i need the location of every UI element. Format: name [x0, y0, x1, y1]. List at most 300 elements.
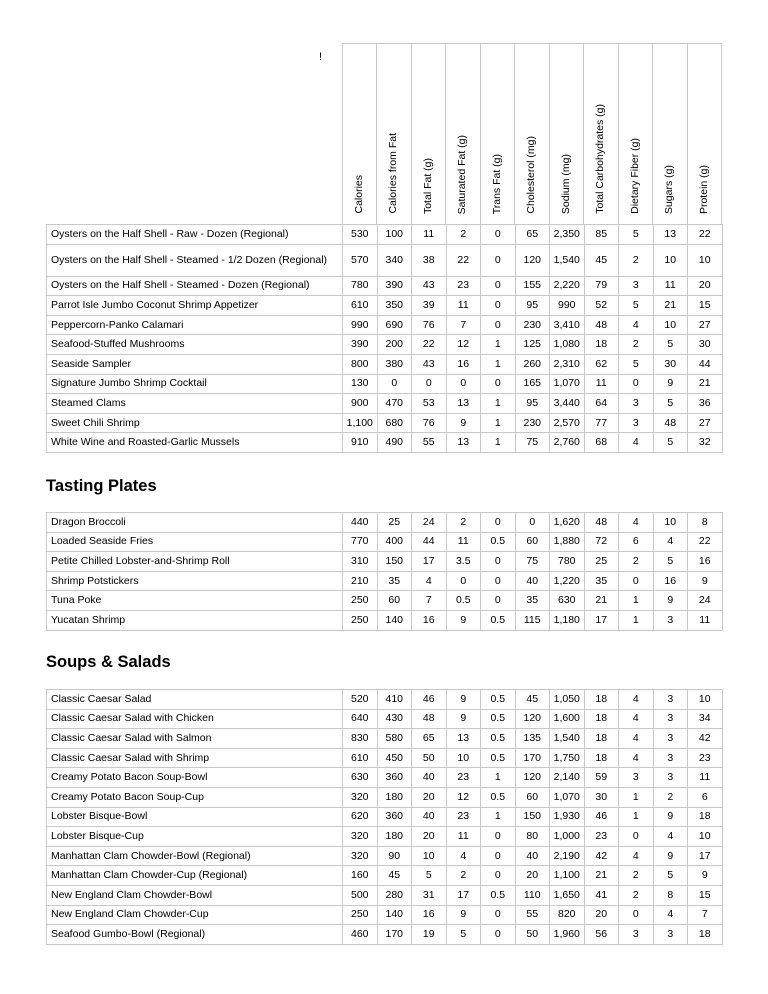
column-header-cell	[515, 44, 550, 225]
nutrition-value-cell: 5	[446, 925, 481, 945]
nutrition-value-cell: 68	[584, 433, 619, 453]
nutrition-value-cell: 620	[343, 807, 378, 827]
nutrition-value-cell: 41	[584, 885, 619, 905]
nutrition-value-cell: 10	[653, 513, 688, 533]
nutrition-value-cell: 830	[343, 729, 378, 749]
nutrition-value-cell: 23	[446, 276, 481, 296]
nutrition-value-cell: 7	[446, 315, 481, 335]
item-name-cell: Peppercorn-Panko Calamari	[47, 315, 343, 335]
item-name-cell: White Wine and Roasted-Garlic Mussels	[47, 433, 343, 453]
nutrition-value-cell: 75	[515, 433, 550, 453]
nutrition-value-cell: 9	[653, 591, 688, 611]
column-header-cell	[446, 44, 481, 225]
nutrition-value-cell: 3	[653, 925, 688, 945]
nutrition-value-cell: 820	[550, 905, 585, 925]
table-row	[47, 610, 723, 630]
table-row	[47, 768, 723, 788]
nutrition-value-cell: 10	[446, 748, 481, 768]
nutrition-value-cell: 27	[688, 413, 723, 433]
nutrition-value-cell: 40	[515, 846, 550, 866]
nutrition-value-cell: 10	[412, 846, 447, 866]
nutrition-value-cell: 35	[584, 571, 619, 591]
nutrition-value-cell: 170	[377, 925, 412, 945]
item-name-cell: Oysters on the Half Shell - Raw - Dozen (Regional)	[47, 225, 343, 245]
table-row	[47, 807, 723, 827]
nutrition-value-cell: 3,440	[550, 394, 585, 414]
nutrition-value-cell: 39	[412, 296, 447, 316]
header-row	[46, 44, 722, 225]
nutrition-value-cell: 0	[619, 905, 654, 925]
nutrition-value-cell: 60	[377, 591, 412, 611]
nutrition-value-cell: 11	[653, 276, 688, 296]
section-title-tasting-plates: Tasting Plates	[46, 477, 157, 495]
nutrition-value-cell: 2	[446, 513, 481, 533]
nutrition-value-cell: 35	[377, 571, 412, 591]
nutrition-value-cell: 1	[481, 335, 516, 355]
item-name-cell: Tuna Poke	[47, 591, 343, 611]
nutrition-value-cell: 30	[584, 787, 619, 807]
nutrition-value-cell: 120	[515, 709, 550, 729]
nutrition-value-cell: 21	[584, 866, 619, 886]
item-name-cell: Petite Chilled Lobster-and-Shrimp Roll	[47, 552, 343, 572]
nutrition-value-cell: 350	[377, 296, 412, 316]
item-name-cell: Oysters on the Half Shell - Steamed - 1/2 Dozen (Regional)	[47, 244, 343, 276]
table-row	[47, 827, 723, 847]
nutrition-value-cell: 9	[688, 866, 723, 886]
nutrition-value-cell: 260	[515, 354, 550, 374]
nutrition-value-cell: 630	[343, 768, 378, 788]
item-name-cell: Classic Caesar Salad	[47, 690, 343, 710]
nutrition-value-cell: 170	[515, 748, 550, 768]
nutrition-value-cell: 20	[688, 276, 723, 296]
item-name-cell: Creamy Potato Bacon Soup-Bowl	[47, 768, 343, 788]
nutrition-value-cell: 1,650	[550, 885, 585, 905]
nutrition-value-cell: 990	[550, 296, 585, 316]
column-header-cell	[653, 44, 688, 225]
nutrition-value-cell: 440	[343, 513, 378, 533]
nutrition-value-cell: 48	[412, 709, 447, 729]
nutrition-value-cell: 0	[481, 827, 516, 847]
nutrition-value-cell: 52	[584, 296, 619, 316]
item-name-cell: Shrimp Potstickers	[47, 571, 343, 591]
nutrition-value-cell: 1	[619, 610, 654, 630]
nutrition-value-cell: 11	[446, 532, 481, 552]
header-blank-cell	[46, 44, 342, 225]
nutrition-value-cell: 23	[584, 827, 619, 847]
nutrition-value-cell: 1	[619, 807, 654, 827]
nutrition-value-cell: 10	[688, 244, 723, 276]
table-row	[47, 571, 723, 591]
nutrition-value-cell: 9	[653, 374, 688, 394]
nutrition-value-cell: 18	[584, 729, 619, 749]
nutrition-value-cell: 390	[377, 276, 412, 296]
nutrition-value-cell: 95	[515, 394, 550, 414]
nutrition-value-cell: 135	[515, 729, 550, 749]
nutrition-value-cell: 4	[619, 709, 654, 729]
nutrition-value-cell: 4	[412, 571, 447, 591]
nutrition-value-cell: 1,220	[550, 571, 585, 591]
nutrition-value-cell: 48	[653, 413, 688, 433]
table-row	[47, 413, 723, 433]
nutrition-value-cell: 2	[619, 335, 654, 355]
nutrition-value-cell: 3	[653, 748, 688, 768]
column-header: Cholesterol (mg)	[525, 136, 538, 214]
nutrition-value-cell: 5	[653, 394, 688, 414]
nutrition-value-cell: 76	[412, 413, 447, 433]
nutrition-value-cell: 4	[619, 433, 654, 453]
nutrition-value-cell: 50	[412, 748, 447, 768]
nutrition-value-cell: 17	[412, 552, 447, 572]
column-header: Calories from Fat	[387, 133, 400, 214]
nutrition-value-cell: 1	[481, 807, 516, 827]
nutrition-value-cell: 40	[412, 768, 447, 788]
nutrition-value-cell: 5	[653, 866, 688, 886]
nutrition-value-cell: 780	[343, 276, 378, 296]
nutrition-value-cell: 390	[343, 335, 378, 355]
nutrition-value-cell: 0	[412, 374, 447, 394]
nutrition-value-cell: 0	[481, 571, 516, 591]
nutrition-value-cell: 27	[688, 315, 723, 335]
nutrition-value-cell: 44	[412, 532, 447, 552]
nutrition-value-cell: 0	[481, 225, 516, 245]
nutrition-value-cell: 55	[412, 433, 447, 453]
nutrition-value-cell: 6	[619, 532, 654, 552]
nutrition-value-cell: 53	[412, 394, 447, 414]
nutrition-value-cell: 250	[343, 610, 378, 630]
nutrition-value-cell: 0	[377, 374, 412, 394]
nutrition-value-cell: 100	[377, 225, 412, 245]
nutrition-value-cell: 48	[584, 315, 619, 335]
section-table	[46, 224, 723, 453]
nutrition-value-cell: 10	[653, 315, 688, 335]
nutrition-value-cell: 1,540	[550, 729, 585, 749]
nutrition-value-cell: 79	[584, 276, 619, 296]
nutrition-value-cell: 72	[584, 532, 619, 552]
table-row	[47, 885, 723, 905]
nutrition-value-cell: 430	[377, 709, 412, 729]
table-row	[47, 846, 723, 866]
nutrition-value-cell: 1,000	[550, 827, 585, 847]
table-row	[47, 532, 723, 552]
nutrition-value-cell: 0	[481, 552, 516, 572]
nutrition-value-cell: 0	[481, 905, 516, 925]
nutrition-value-cell: 18	[688, 807, 723, 827]
section-title-soups-salads: Soups & Salads	[46, 653, 171, 671]
nutrition-value-cell: 95	[515, 296, 550, 316]
nutrition-value-cell: 630	[550, 591, 585, 611]
nutrition-value-cell: 11	[446, 296, 481, 316]
item-name-cell: Steamed Clams	[47, 394, 343, 414]
nutrition-value-cell: 570	[343, 244, 378, 276]
nutrition-value-cell: 44	[688, 354, 723, 374]
nutrition-value-cell: 530	[343, 225, 378, 245]
table-row	[47, 925, 723, 945]
nutrition-value-cell: 165	[515, 374, 550, 394]
nutrition-value-cell: 56	[584, 925, 619, 945]
table-row	[47, 729, 723, 749]
column-header-cell	[342, 44, 377, 225]
nutrition-value-cell: 18	[584, 690, 619, 710]
nutrition-value-cell: 77	[584, 413, 619, 433]
table-row	[47, 394, 723, 414]
nutrition-value-cell: 990	[343, 315, 378, 335]
nutrition-value-cell: 360	[377, 768, 412, 788]
nutrition-value-cell: 24	[688, 591, 723, 611]
nutrition-value-cell: 115	[515, 610, 550, 630]
nutrition-value-cell: 160	[343, 866, 378, 886]
item-name-cell: New England Clam Chowder-Cup	[47, 905, 343, 925]
nutrition-value-cell: 900	[343, 394, 378, 414]
nutrition-value-cell: 11	[412, 225, 447, 245]
nutrition-value-cell: 11	[688, 768, 723, 788]
nutrition-value-cell: 0	[481, 513, 516, 533]
column-header-cell	[687, 44, 722, 225]
nutrition-value-cell: 0	[446, 374, 481, 394]
nutrition-value-cell: 2,350	[550, 225, 585, 245]
nutrition-value-cell: 4	[619, 729, 654, 749]
nutrition-value-cell: 2	[446, 225, 481, 245]
nutrition-value-cell: 8	[688, 513, 723, 533]
nutrition-value-cell: 230	[515, 315, 550, 335]
nutrition-value-cell: 0.5	[481, 610, 516, 630]
section-rows	[47, 225, 723, 453]
nutrition-value-cell: 9	[446, 610, 481, 630]
nutrition-value-cell: 24	[412, 513, 447, 533]
table-row	[47, 374, 723, 394]
table-row	[47, 335, 723, 355]
item-name-cell: Loaded Seaside Fries	[47, 532, 343, 552]
nutrition-value-cell: 45	[377, 866, 412, 886]
nutrition-value-cell: 0	[619, 827, 654, 847]
table-row	[47, 709, 723, 729]
nutrition-value-cell: 4	[619, 690, 654, 710]
nutrition-value-cell: 8	[653, 885, 688, 905]
nutrition-value-cell: 55	[515, 905, 550, 925]
nutrition-value-cell: 13	[446, 729, 481, 749]
nutrition-value-cell: 520	[343, 690, 378, 710]
nutrition-value-cell: 125	[515, 335, 550, 355]
item-name-cell: Seafood-Stuffed Mushrooms	[47, 335, 343, 355]
column-header: Protein (g)	[697, 164, 710, 214]
item-name-cell: Seaside Sampler	[47, 354, 343, 374]
nutrition-value-cell: 30	[688, 335, 723, 355]
nutrition-value-cell: 680	[377, 413, 412, 433]
nutrition-value-cell: 200	[377, 335, 412, 355]
nutrition-value-cell: 310	[343, 552, 378, 572]
nutrition-value-cell: 0	[481, 866, 516, 886]
nutrition-value-cell: 20	[412, 827, 447, 847]
nutrition-value-cell: 2,570	[550, 413, 585, 433]
nutrition-value-cell: 610	[343, 748, 378, 768]
nutrition-value-cell: 1	[481, 354, 516, 374]
nutrition-value-cell: 690	[377, 315, 412, 335]
column-header-cell	[411, 44, 446, 225]
nutrition-value-cell: 50	[515, 925, 550, 945]
nutrition-value-cell: 3	[619, 925, 654, 945]
nutrition-value-cell: 45	[584, 244, 619, 276]
section-rows	[47, 690, 723, 945]
nutrition-value-cell: 230	[515, 413, 550, 433]
nutrition-value-cell: 250	[343, 905, 378, 925]
nutrition-value-cell: 400	[377, 532, 412, 552]
nutrition-value-cell: 0	[481, 925, 516, 945]
nutrition-value-cell: 5	[619, 225, 654, 245]
nutrition-value-cell: 7	[688, 905, 723, 925]
nutrition-value-cell: 3	[619, 768, 654, 788]
nutrition-value-cell: 60	[515, 532, 550, 552]
nutrition-value-cell: 15	[688, 296, 723, 316]
nutrition-value-cell: 22	[688, 225, 723, 245]
nutrition-value-cell: 13	[446, 433, 481, 453]
section-rows	[47, 513, 723, 631]
nutrition-value-cell: 48	[584, 513, 619, 533]
nutrition-value-cell: 42	[688, 729, 723, 749]
nutrition-value-cell: 85	[584, 225, 619, 245]
nutrition-value-cell: 60	[515, 787, 550, 807]
item-name-cell: Dragon Broccoli	[47, 513, 343, 533]
column-header: Sodium (mg)	[559, 153, 572, 214]
nutrition-value-cell: 45	[515, 690, 550, 710]
nutrition-value-cell: 1,620	[550, 513, 585, 533]
nutrition-value-cell: 155	[515, 276, 550, 296]
nutrition-value-cell: 410	[377, 690, 412, 710]
nutrition-value-cell: 1,050	[550, 690, 585, 710]
nutrition-value-cell: 4	[653, 905, 688, 925]
nutrition-value-cell: 4	[619, 846, 654, 866]
nutrition-value-cell: 21	[584, 591, 619, 611]
nutrition-value-cell: 0	[446, 571, 481, 591]
nutrition-value-cell: 580	[377, 729, 412, 749]
nutrition-value-cell: 20	[515, 866, 550, 886]
nutrition-value-cell: 17	[446, 885, 481, 905]
nutrition-value-cell: 2	[619, 244, 654, 276]
nutrition-value-cell: 7	[412, 591, 447, 611]
item-name-cell: Lobster Bisque-Cup	[47, 827, 343, 847]
nutrition-value-cell: 2	[619, 885, 654, 905]
nutrition-value-cell: 910	[343, 433, 378, 453]
nutrition-value-cell: 59	[584, 768, 619, 788]
item-name-cell: Yucatan Shrimp	[47, 610, 343, 630]
nutrition-value-cell: 1,080	[550, 335, 585, 355]
nutrition-value-cell: 64	[584, 394, 619, 414]
nutrition-value-cell: 43	[412, 276, 447, 296]
nutrition-value-cell: 25	[584, 552, 619, 572]
nutrition-value-cell: 10	[653, 244, 688, 276]
nutrition-value-cell: 1,100	[550, 866, 585, 886]
table-row	[47, 866, 723, 886]
nutrition-value-cell: 2	[653, 787, 688, 807]
nutrition-value-cell: 3	[619, 413, 654, 433]
item-name-cell: Classic Caesar Salad with Salmon	[47, 729, 343, 749]
column-header-cell	[618, 44, 653, 225]
column-header-cell	[549, 44, 584, 225]
nutrition-value-cell: 320	[343, 846, 378, 866]
nutrition-value-cell: 21	[653, 296, 688, 316]
item-name-cell: Classic Caesar Salad with Chicken	[47, 709, 343, 729]
nutrition-value-cell: 0.5	[481, 885, 516, 905]
nutrition-value-cell: 2,760	[550, 433, 585, 453]
nutrition-value-cell: 17	[584, 610, 619, 630]
nutrition-value-cell: 0	[481, 276, 516, 296]
nutrition-value-cell: 65	[515, 225, 550, 245]
nutrition-value-cell: 9	[446, 905, 481, 925]
nutrition-value-cell: 380	[377, 354, 412, 374]
nutrition-value-cell: 210	[343, 571, 378, 591]
nutrition-value-cell: 2,310	[550, 354, 585, 374]
nutrition-value-cell: 340	[377, 244, 412, 276]
nutrition-value-cell: 780	[550, 552, 585, 572]
nutrition-value-cell: 180	[377, 827, 412, 847]
table-row	[47, 513, 723, 533]
nutrition-value-cell: 140	[377, 905, 412, 925]
nutrition-value-cell: 12	[446, 787, 481, 807]
nutrition-value-cell: 120	[515, 768, 550, 788]
nutrition-value-cell: 1,100	[343, 413, 378, 433]
nutrition-value-cell: 10	[688, 827, 723, 847]
nutrition-value-cell: 25	[377, 513, 412, 533]
nutrition-value-cell: 1,960	[550, 925, 585, 945]
table-row	[47, 276, 723, 296]
nutrition-value-cell: 130	[343, 374, 378, 394]
table-row	[47, 315, 723, 335]
nutrition-value-cell: 9	[688, 571, 723, 591]
nutrition-value-cell: 1	[481, 433, 516, 453]
nutrition-value-cell: 5	[619, 296, 654, 316]
column-header: Trans Fat (g)	[490, 153, 503, 214]
nutrition-value-cell: 4	[619, 748, 654, 768]
nutrition-value-cell: 0.5	[481, 729, 516, 749]
nutrition-value-cell: 0	[619, 571, 654, 591]
item-name-cell: Manhattan Clam Chowder-Bowl (Regional)	[47, 846, 343, 866]
column-header: Total Fat (g)	[421, 157, 434, 214]
nutrition-value-cell: 16	[446, 354, 481, 374]
nutrition-value-cell: 0	[481, 846, 516, 866]
table-row	[47, 748, 723, 768]
nutrition-value-cell: 0	[481, 244, 516, 276]
column-header-table	[46, 43, 722, 224]
nutrition-value-cell: 0	[481, 374, 516, 394]
nutrition-value-cell: 0.5	[481, 709, 516, 729]
nutrition-value-cell: 4	[619, 315, 654, 335]
item-name-cell: New England Clam Chowder-Bowl	[47, 885, 343, 905]
column-header-cell	[377, 44, 412, 225]
nutrition-value-cell: 3	[653, 768, 688, 788]
nutrition-value-cell: 150	[515, 807, 550, 827]
nutrition-value-cell: 4	[619, 513, 654, 533]
table-row	[47, 591, 723, 611]
nutrition-value-cell: 0.5	[481, 748, 516, 768]
nutrition-value-cell: 0.5	[481, 690, 516, 710]
section-table	[46, 689, 723, 945]
nutrition-value-cell: 75	[515, 552, 550, 572]
nutrition-value-cell: 3	[619, 276, 654, 296]
nutrition-value-cell: 2,140	[550, 768, 585, 788]
nutrition-value-cell: 62	[584, 354, 619, 374]
nutrition-value-cell: 43	[412, 354, 447, 374]
nutrition-value-cell: 360	[377, 807, 412, 827]
item-name-cell: Signature Jumbo Shrimp Cocktail	[47, 374, 343, 394]
column-header: Dietary Fiber (g)	[628, 138, 641, 214]
nutrition-value-cell: 2,190	[550, 846, 585, 866]
item-name-cell: Seafood Gumbo-Bowl (Regional)	[47, 925, 343, 945]
nutrition-value-cell: 1,180	[550, 610, 585, 630]
table-row	[47, 296, 723, 316]
column-header: Sugars (g)	[663, 164, 676, 214]
nutrition-value-cell: 1,600	[550, 709, 585, 729]
nutrition-value-cell: 22	[446, 244, 481, 276]
nutrition-value-cell: 18	[688, 925, 723, 945]
nutrition-value-cell: 23	[446, 768, 481, 788]
